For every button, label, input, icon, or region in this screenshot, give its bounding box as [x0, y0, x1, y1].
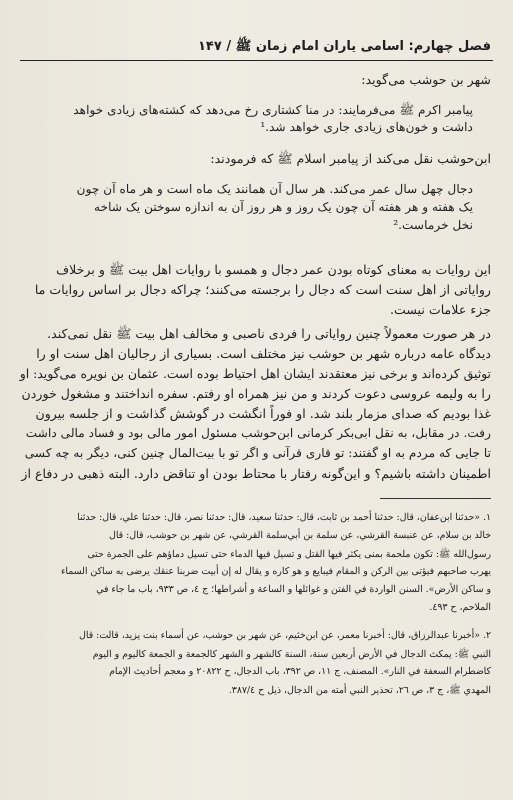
- body-line: دیدگاه عامه درباره شهر بن حوشب نیز مختلف است. بسیاری از رجالیان اهل سنت او را: [36, 346, 491, 361]
- body-line: روایاتی از اهل سنت است که دجال را برجسته می‌کنند؛ چراکه دجال بر اساس روایات ما: [34, 282, 491, 297]
- body-line: توثیق کرده‌اند و برخی نیز معتقدند ایشان اهل احتیاط بوده است. عثمان بن نویره می‌گوید: او: [19, 366, 491, 381]
- body-line: شهر بن حوشب می‌گوید:: [361, 72, 491, 87]
- footnote-line: خالد بن سلام، عن عنبسة القرشي، عن سلمة بن أبي‌سلمة القرشي، عن شهر بن حوشب، قال: قال: [109, 530, 491, 541]
- body-line: پیامبر اکرم ﷺ می‌فرمایند: در منا کشتاری رخ می‌دهد که کشته‌های زیادی خواهد: [73, 103, 473, 117]
- footnote-line: ١. «حدثنا ابن‌عفان، قال: حدثنا أحمد بن ثابت، قال: حدثنا سعيد، قال: حدثنا نصر، قال: حدثنا علي، قال: حدثنا: [77, 512, 491, 523]
- footnote-line: رسول‌الله ﷺ: تكون ملحمة بمنى يكثر فيها القتل و تسيل فيها الدماء حتى تسيل دماؤهم على الجمرة حتى: [87, 549, 491, 560]
- footnote-line: الملاحم، ح ٤٩٣.: [429, 602, 491, 613]
- body-line: این روایات به معنای کوتاه بودن عمر دجال و همسو با روایات اهل بیت ﷺ و برخلاف: [56, 262, 491, 277]
- body-line: رفت. در مقابل، به نقل ابی‌بکر کرمانی ابن‌حوشب مسئول امور مالی بود و فساد مالی داشت: [25, 426, 491, 440]
- body-line: در هر صورت معمولاً چنین روایاتی را فردی ناصبی و مخالف اهل بیت ﷺ نقل نمی‌کند.: [47, 326, 491, 341]
- body-line: جزء علامات نیست.: [389, 302, 491, 317]
- footnote-line: النبي ﷺ: يمكث الدجال في الأرض أربعين سنة، السنة كالشهر و الشهر كالجمعة و الجمعة كاليوم و اليوم: [92, 649, 491, 660]
- body-line: را به ولیمه عروسی دعوت کردند و من نیز همراه او رفتم. سفره انداختند و مشغول خوردن: [21, 386, 491, 401]
- footnote-line: كاضطرام السعفة في النار». المصنف، ج ١١، ص ٣٩٢، باب الدجال، ح ٢٠٨٢٢ و معجم أحاديث الإمام: [109, 666, 491, 677]
- footnote-line: المهدي ﷺ، ج ٣، ص ٢٦، تحذير النبي أمته من الدجال، ذيل ح ٣٨٧/٤.: [228, 685, 491, 696]
- body-line: ابن‌حوشب نقل می‌کند از پیامبر اسلام ﷺ که فرمودند:: [210, 151, 491, 166]
- header-rule: [20, 60, 493, 61]
- footnote-line: ٢. «أخبرنا عبدالرزاق، قال: أخبرنا معمر، عن ابن‌خثيم، عن شهر بن حوشب، عن أسماء بنت يزيد، قالت: قال: [79, 630, 491, 641]
- body-line: غذا بودیم که صدای مزمار بلند شد. او فوراً انگشت در گوشش گذاشت و از جلسه بیرون: [35, 406, 491, 421]
- body-line: اطمینان داشته باشیم؟ و این‌گونه رفتار با محتاط بودن او تناقض دارد. البته ذهبی در دفاع از: [21, 466, 491, 481]
- footnote-line: و ساكن الأرض». السنن الواردة في الفتن و غوائلها و الساعة و أشراطها؛ ج ٤، ص ٩٣٣، باب ما جاء في: [96, 584, 491, 595]
- footnote-line: يهرب صاحبهم فيؤتى بين الركن و المقام فيبايع و هو كاره و يقال له إن أبيت ضربنا عنقك يرضى به ساكن السماء: [60, 566, 491, 577]
- body-line: داشت و خون‌های زیادی جاری خواهد شد.¹: [260, 120, 473, 134]
- running-header: فصل چهارم: اسامی یاران امام زمان ﷺ / ۱۴۷: [198, 39, 491, 54]
- body-line: نخل خرماست.²: [393, 218, 473, 232]
- footnote-rule: [380, 498, 491, 499]
- body-line: تا جایی که مردم به او گفتند: تو قاری قرآنی و اگر تو با بیت‌المال چنین کنی، دیگر به چه کسی: [24, 446, 491, 460]
- body-line: یک هفته و هر هفته آن چون یک روز و هر روز آن به اندازه سوختن یک شاخه: [94, 200, 473, 214]
- body-line: دجال چهل سال عمر می‌کند. هر سال آن همانند یک ماه است و هر ماه آن چون: [76, 182, 473, 196]
